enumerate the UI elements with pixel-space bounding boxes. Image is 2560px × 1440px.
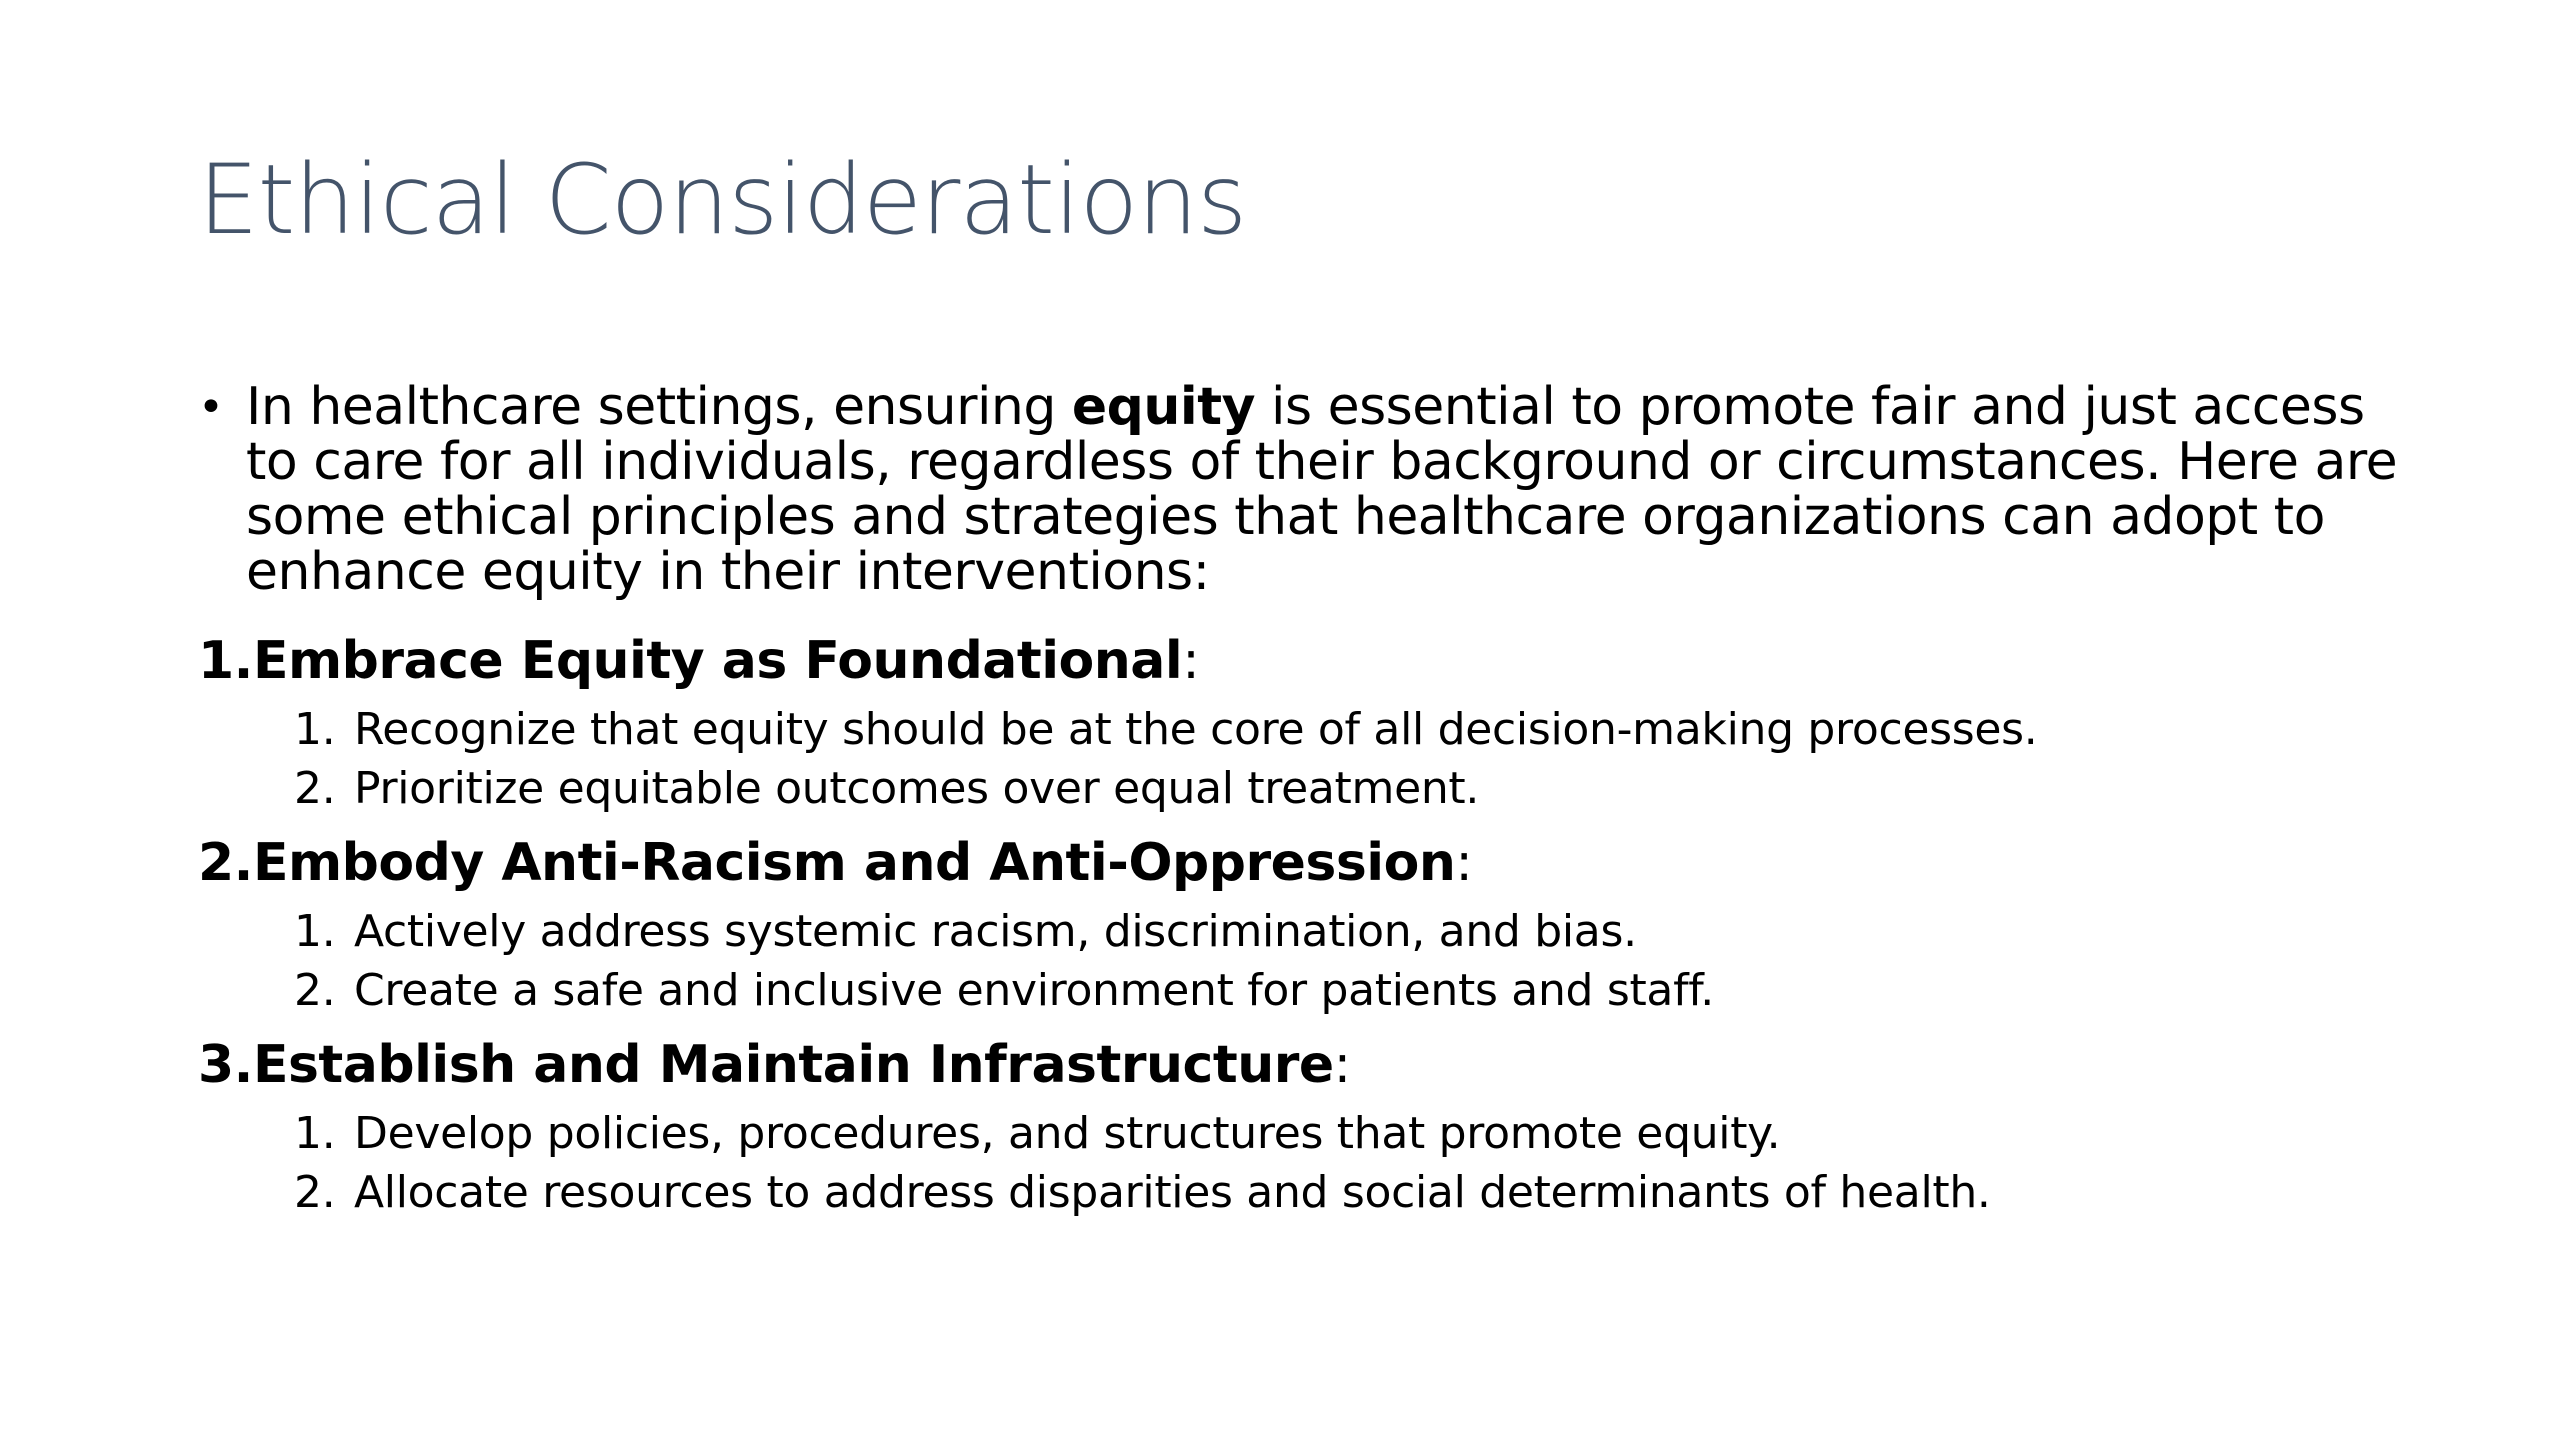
item-text: Prioritize equitable outcomes over equal treatment. xyxy=(354,763,1480,814)
section-1 xyxy=(198,628,2408,818)
list-item xyxy=(294,1163,2408,1222)
section-heading xyxy=(198,1032,2408,1098)
item-number: 1. xyxy=(294,704,336,755)
intro-paragraph xyxy=(198,377,2408,602)
section-suffix: : xyxy=(1182,631,1200,691)
section-heading xyxy=(198,628,2408,694)
item-text: Develop policies, procedures, and structures that promote equity. xyxy=(354,1108,1781,1159)
item-number: 1. xyxy=(294,906,336,957)
list-item xyxy=(294,961,2408,1020)
item-text: Allocate resources to address disparities and social determinants of health. xyxy=(354,1167,1991,1218)
list-item xyxy=(294,700,2408,759)
item-text: Actively address systemic racism, discrimination, and bias. xyxy=(354,906,1637,957)
section-suffix: : xyxy=(1333,1035,1351,1095)
list-item xyxy=(294,759,2408,818)
intro-text-part2: is essential to promote fair and just access to care for all individuals, regardless of their background or circumstances. Here are some ethical principles and strategies that healthcare organizations can adopt to enhance equity in their interventions: xyxy=(246,377,2398,602)
section-title: Establish and Maintain Infrastructure xyxy=(252,1035,1334,1095)
intro-emphasis: equity xyxy=(1071,377,1255,437)
section-number: 3. xyxy=(198,1035,253,1095)
bullet-dot-icon: • xyxy=(198,382,224,433)
sub-list xyxy=(198,902,2408,1020)
section-title: Embrace Equity as Foundational xyxy=(252,631,1183,691)
section-suffix: : xyxy=(1455,833,1473,893)
section-3 xyxy=(198,1032,2408,1222)
item-number: 2. xyxy=(294,763,336,814)
intro-text-part1: In healthcare settings, ensuring xyxy=(246,377,1072,437)
sub-list xyxy=(198,1104,2408,1222)
slide-title: Ethical Considerations xyxy=(198,144,1247,256)
section-heading xyxy=(198,830,2408,896)
sub-list xyxy=(198,700,2408,818)
section-2 xyxy=(198,830,2408,1020)
list-item xyxy=(294,902,2408,961)
item-number: 2. xyxy=(294,1167,336,1218)
slide-body xyxy=(198,377,2408,1234)
item-number: 1. xyxy=(294,1108,336,1159)
item-number: 2. xyxy=(294,965,336,1016)
list-item xyxy=(294,1104,2408,1163)
item-text: Create a safe and inclusive environment for patients and staff. xyxy=(354,965,1714,1016)
section-number: 2. xyxy=(198,833,253,893)
section-title: Embody Anti-Racism and Anti-Oppression xyxy=(252,833,1456,893)
section-number: 1. xyxy=(198,631,253,691)
item-text: Recognize that equity should be at the core of all decision-making processes. xyxy=(354,704,2038,755)
